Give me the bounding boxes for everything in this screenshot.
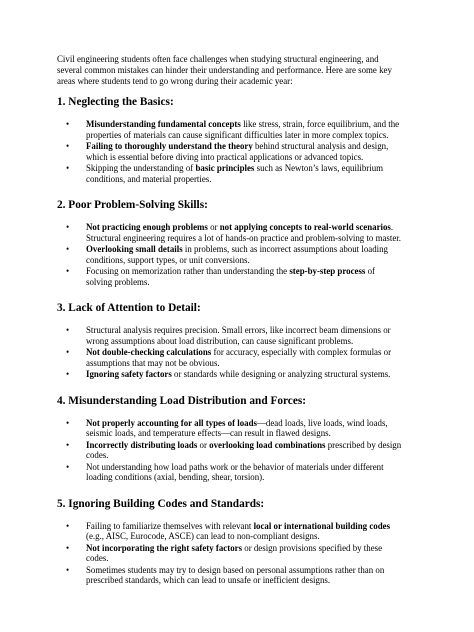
list-item <box>66 347 402 368</box>
bold-text: Misunderstanding fundamental concepts <box>86 119 241 129</box>
text: or <box>207 222 220 232</box>
list-item <box>66 542 402 564</box>
text: or design provisions specified by these codes. <box>86 542 383 563</box>
list-item <box>66 266 402 287</box>
section-heading: 5. Ignoring Building Codes and Standards: <box>57 497 265 510</box>
list-item <box>66 439 402 461</box>
bullet-icon: • <box>66 520 70 531</box>
section-heading: 2. Poor Problem-Solving Skills: <box>57 199 208 211</box>
text: of solving problems. <box>86 266 375 287</box>
text: —dead loads, live loads, wind loads, seismic loads, and temperature effects—can result in flawed designs. <box>86 417 388 438</box>
bullet-list <box>57 119 402 184</box>
bold-text: Overlooking small details <box>86 244 183 254</box>
bold-text: Failing to thoroughly understand the theory <box>86 141 253 151</box>
list-item <box>66 564 402 586</box>
bullet-icon: • <box>66 266 70 276</box>
bullet-icon: • <box>66 564 70 575</box>
text: (e.g., AISC, Eurocode, ASCE) can lead to non-compliant designs. <box>86 531 320 541</box>
section-heading: 1. Neglecting the Basics: <box>57 96 174 108</box>
list-item <box>66 141 402 162</box>
intro-paragraph: Civil engineering students often face challenges when studying structural engineering, and several common mistakes can hinder their understanding and performance. Here are some key areas where students tend to go wrong during their academic year: <box>57 54 392 86</box>
bullet-icon: • <box>66 163 70 173</box>
bullet-icon: • <box>66 141 70 151</box>
text: in problems, such as incorrect assumptions about loading conditions, support types, or unit conversions. <box>86 244 388 265</box>
bullet-list <box>57 521 402 586</box>
bullet-list <box>57 325 402 380</box>
bullet-icon: • <box>66 222 70 232</box>
list-item <box>66 325 402 346</box>
list-item <box>66 369 402 380</box>
text: or <box>197 439 210 450</box>
bold-text: Not incorporating the right safety factors <box>86 542 243 553</box>
section-heading: 3. Lack of Attention to Detail: <box>57 302 201 314</box>
bullet-icon: • <box>66 461 70 472</box>
bullet-list <box>57 222 402 287</box>
bold-text: basic principles <box>195 163 255 173</box>
bold-text: Ignoring safety factors <box>86 369 172 379</box>
text: such as Newton’s laws, equilibrium conditions, and material properties. <box>86 163 384 184</box>
bold-text: overlooking load combinations <box>209 439 326 450</box>
bullet-icon: • <box>66 119 70 129</box>
bullet-icon: • <box>66 542 70 553</box>
list-item <box>66 222 402 243</box>
text: prescribed by design codes. <box>86 439 402 460</box>
list-item <box>66 417 402 439</box>
bold-text: Incorrectly distributing loads <box>86 439 198 450</box>
text: Failing to familiarize themselves with relevant <box>86 520 254 531</box>
bold-text: not applying concepts to real-world scenarios <box>219 222 391 232</box>
bullet-icon: • <box>66 325 70 335</box>
sections-container <box>57 96 402 586</box>
text: . Structural engineering requires a lot of hands-on practice and problem-solving to master. <box>86 222 401 243</box>
text: or standards while designing or analyzing structural systems. <box>171 369 391 379</box>
list-item <box>66 461 402 483</box>
bold-text: local or international building codes <box>253 520 391 531</box>
text: like stress, strain, force equilibrium, and the properties of materials can cause significant difficulties later in more complex topics. <box>86 119 400 140</box>
bold-text: Not properly accounting for all types of loads <box>86 417 258 428</box>
bullet-icon: • <box>66 244 70 254</box>
text: Structural analysis requires precision. Small errors, like incorrect beam dimensions or wrong assumptions about load distribution, can cause significant problems. <box>86 325 391 346</box>
text: Skipping the understanding of <box>86 163 196 173</box>
bullet-icon: • <box>66 347 70 357</box>
bullet-icon: • <box>66 417 70 428</box>
list-item <box>66 520 402 542</box>
bold-text: Not double-checking calculations <box>86 347 212 357</box>
bullet-icon: • <box>66 439 70 450</box>
list-item <box>66 163 402 184</box>
text: Focusing on memorization rather than understanding the <box>86 266 290 276</box>
list-item <box>66 244 402 265</box>
text: Not understanding how load paths work or the behavior of materials under different loading conditions (axial, bending, shear, torsion). <box>86 461 384 482</box>
list-item <box>66 119 402 140</box>
bold-text: step-by-step process <box>289 266 366 276</box>
text: behind structural analysis and design, which is essential before diving into practical applications or advanced topics. <box>86 141 389 162</box>
bold-text: Not practicing enough problems <box>86 222 208 232</box>
text: Sometimes students may try to design based on personal assumptions rather than on prescribed standards, which can lead to unsafe or inefficient designs. <box>86 564 385 585</box>
bullet-list <box>57 418 402 483</box>
text: for accuracy, especially with complex formulas or assumptions that may not be obvious. <box>86 347 392 368</box>
section-heading: 4. Misunderstanding Load Distribution and Forces: <box>57 394 306 407</box>
bullet-icon: • <box>66 369 70 379</box>
